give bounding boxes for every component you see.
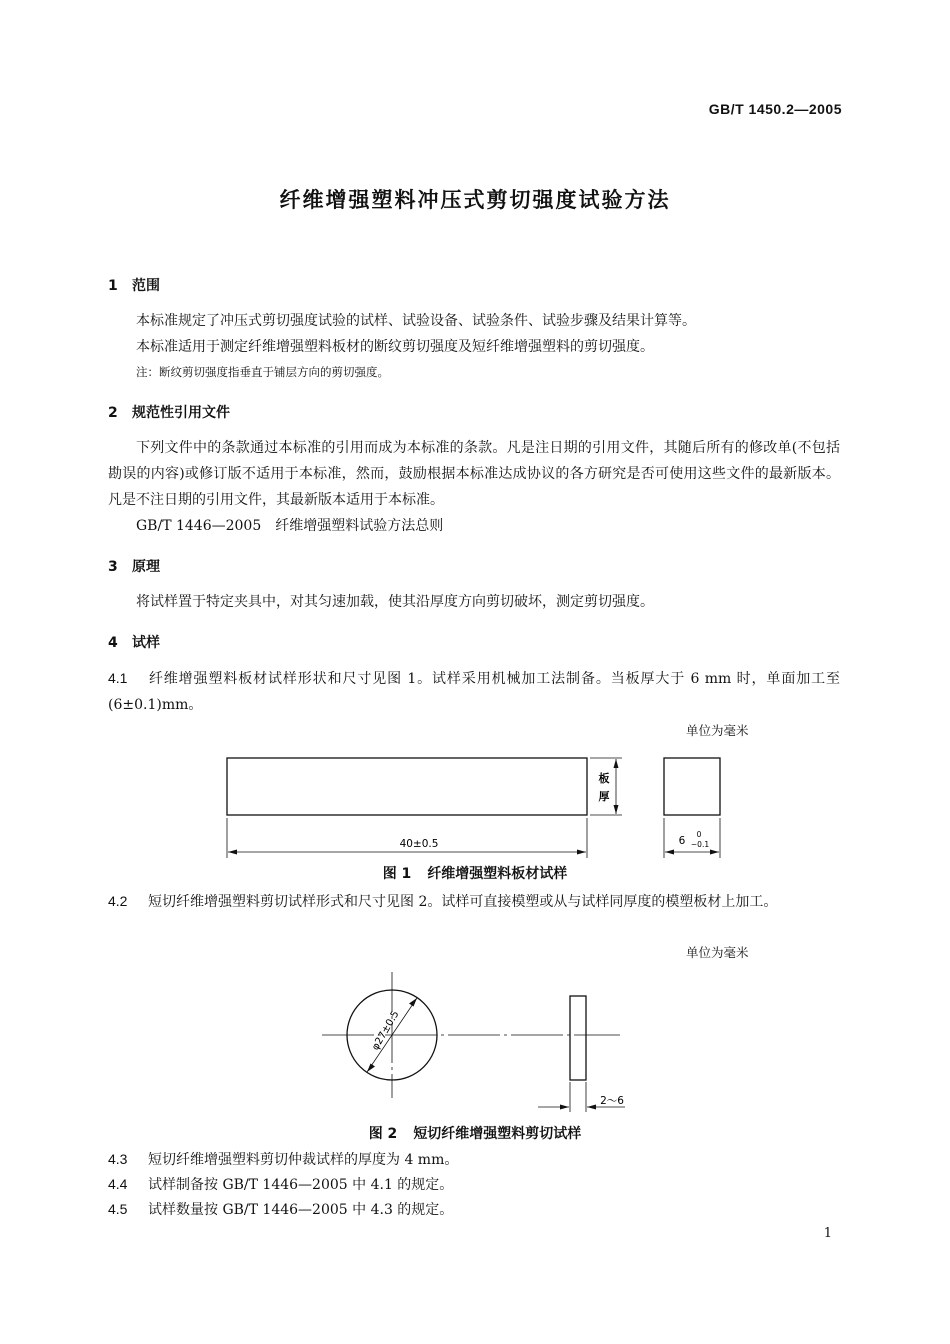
thickness-dimension: 2～6 bbox=[600, 1095, 624, 1107]
caption-number: 图 1 bbox=[382, 866, 412, 882]
clause-text: 短切纤维增强塑料剪切试样形式和尺寸见图 2。试样可直接模塑或从与试样同厚度的模塑板材上加工。 bbox=[148, 894, 778, 910]
width-tolerance-lower: −0.1 bbox=[690, 840, 710, 849]
standard-number: GB/T 1450.2—2005 bbox=[708, 101, 842, 117]
width-dimension: 6 bbox=[678, 835, 686, 847]
thickness-label: 厚 bbox=[598, 790, 610, 803]
section-title: 试样 bbox=[132, 635, 160, 651]
plate-specimen-side-view bbox=[664, 758, 720, 815]
diameter-dimension: φ27±0.5 bbox=[370, 1009, 402, 1053]
section-1-heading bbox=[108, 275, 160, 295]
section-number: 2 bbox=[108, 405, 118, 421]
section-1-paragraph-2: 本标准适用于测定纤维增强塑料板材的断纹剪切强度及短纤维增强塑料的剪切强度。 bbox=[136, 339, 654, 355]
section-1-paragraph-1: 本标准规定了冲压式剪切强度试验的试样、试验设备、试验条件、试验步骤及结果计算等。 bbox=[136, 313, 696, 329]
clause-4-1 bbox=[108, 665, 840, 718]
page-number: 1 bbox=[823, 1226, 832, 1241]
thickness-label: 板 bbox=[598, 772, 610, 785]
figure-2-caption bbox=[0, 1123, 950, 1143]
document-title: 纤维增强塑料冲压式剪切强度试验方法 bbox=[279, 188, 671, 212]
section-title: 范围 bbox=[132, 278, 160, 294]
figure-1-caption bbox=[0, 863, 950, 883]
clause-number: 4.1 bbox=[108, 670, 128, 686]
section-title: 规范性引用文件 bbox=[132, 405, 230, 421]
clause-text: 纤维增强塑料板材试样形状和尺寸见图 1。试样采用机械加工法制备。当板厚大于 6 mm 时，单面加工至(6±0.1)mm。 bbox=[108, 671, 840, 713]
section-2-heading bbox=[108, 402, 230, 422]
section-3-paragraph: 将试样置于特定夹具中，对其匀速加载，使其沿厚度方向剪切破坏，测定剪切强度。 bbox=[136, 594, 654, 610]
clause-4-2 bbox=[108, 888, 840, 915]
caption-number: 图 2 bbox=[368, 1126, 398, 1142]
section-1-note: 注：断纹剪切强度指垂直于铺层方向的剪切强度。 bbox=[136, 365, 389, 379]
clause-number: 4.5 bbox=[108, 1201, 128, 1217]
width-tolerance-upper: 0 bbox=[696, 830, 702, 839]
clause-number: 4.4 bbox=[108, 1176, 128, 1192]
figure-2-unit: 单位为毫米 bbox=[686, 945, 749, 960]
clause-number: 4.3 bbox=[108, 1151, 128, 1167]
section-number: 1 bbox=[108, 278, 118, 294]
clause-4-4 bbox=[108, 1171, 840, 1198]
section-2-paragraph: 下列文件中的条款通过本标准的引用而成为本标准的条款。凡是注日期的引用文件，其随后所有的修改单(不包括勘误的内容)或修订版不适用于本标准，然而，鼓励根据本标准达成协议的各方研究是否可使用这些文件的最新版本。凡是不注日期的引用文件，其最新版本适用于本标准。 bbox=[108, 440, 840, 508]
section-number: 4 bbox=[108, 635, 118, 651]
clause-text: 短切纤维增强塑料剪切仲裁试样的厚度为 4 mm。 bbox=[148, 1152, 459, 1168]
clause-4-5 bbox=[108, 1196, 840, 1223]
clause-text: 试样数量按 GB/T 1446—2005 中 4.3 的规定。 bbox=[148, 1202, 454, 1218]
clause-text: 试样制备按 GB/T 1446—2005 中 4.1 的规定。 bbox=[148, 1177, 454, 1193]
normative-reference: GB/T 1446—2005 纤维增强塑料试验方法总则 bbox=[136, 518, 444, 534]
plate-specimen-front-view bbox=[227, 758, 587, 815]
section-4-heading bbox=[108, 632, 160, 652]
figure-1-unit: 单位为毫米 bbox=[686, 723, 749, 738]
section-number: 3 bbox=[108, 559, 118, 575]
caption-text: 短切纤维增强塑料剪切试样 bbox=[413, 1126, 582, 1142]
section-3-heading bbox=[108, 556, 160, 576]
figure-2-drawing bbox=[300, 970, 650, 1120]
length-dimension: 40±0.5 bbox=[399, 838, 439, 850]
figure-1-drawing bbox=[200, 748, 760, 864]
disc-specimen-side-view bbox=[570, 996, 586, 1080]
clause-number: 4.2 bbox=[108, 893, 128, 909]
section-title: 原理 bbox=[132, 559, 160, 575]
clause-4-3 bbox=[108, 1146, 840, 1173]
caption-text: 纤维增强塑料板材试样 bbox=[427, 866, 568, 882]
